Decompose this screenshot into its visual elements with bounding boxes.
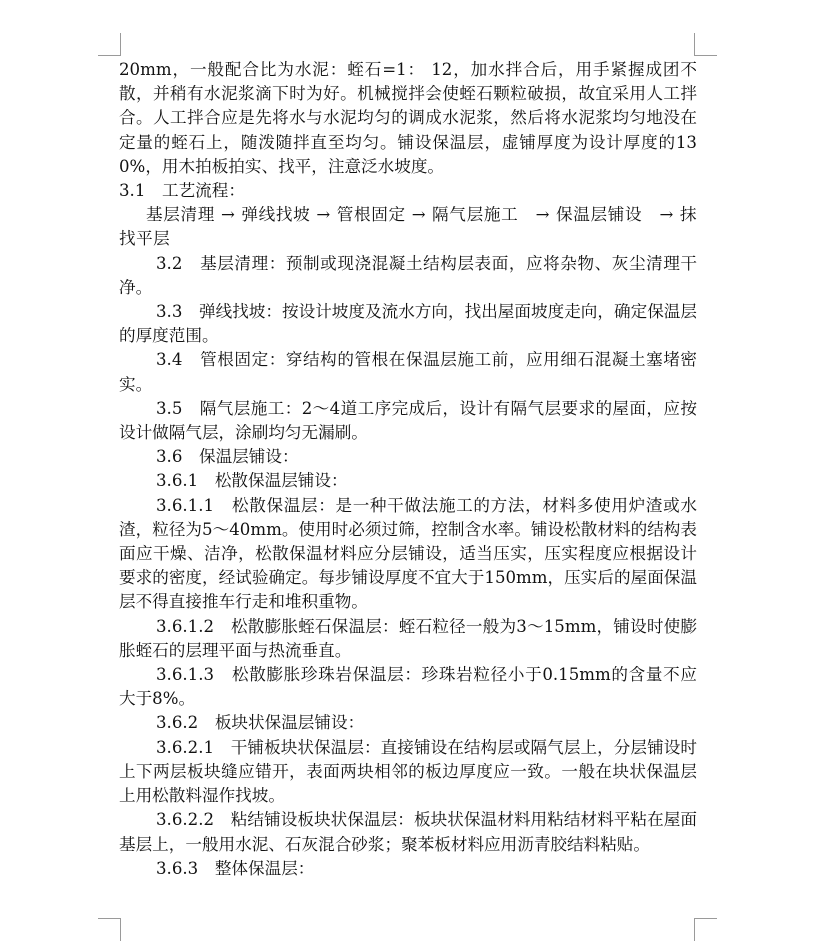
heading-3-6: 3.6 保温层铺设： bbox=[156, 447, 299, 467]
paragraph-3-3: 3.3 弹线找坡：按设计坡度及流水方向，找出屋面坡度走向，确定保温层的厚度范围。 bbox=[119, 302, 697, 346]
paragraph-3-6-1-2: 3.6.1.2 松散膨胀蛭石保温层：蛭石粒径一般为3～15mm，铺设时使膨胀蛭石的层理平面与热流垂直。 bbox=[119, 616, 697, 660]
paragraph-3-6-2-1: 3.6.2.1 干铺板块状保温层：直接铺设在结构层或隔气层上，分层铺设时上下两层板块缝应错开，表面两块相邻的板边厚度应一致。一般在块状保温层上用松散料湿作找坡。 bbox=[119, 737, 697, 806]
paragraph-3-5: 3.5 隔气层施工：2～4道工序完成后，设计有隔气层要求的屋面，应按设计做隔气层，涂刷均匀无漏刷。 bbox=[119, 398, 697, 443]
heading-3-6-2: 3.6.2 板块状保温层铺设： bbox=[156, 713, 365, 733]
page-corner-mark-top-left bbox=[98, 33, 121, 56]
process-flow-steps: 基层清理 → 弹线找坡 → 管根固定 → 隔气层施工 → 保温层铺设 → 抹找平层 bbox=[119, 205, 697, 249]
paragraph-3-2: 3.2 基层清理：预制或现浇混凝土结构层表面，应将杂物、灰尘清理干净。 bbox=[119, 253, 697, 297]
heading-3-1-process-flow: 3.1 工艺流程： bbox=[119, 181, 245, 201]
page-corner-mark-top-right bbox=[694, 33, 717, 56]
paragraph-3-4: 3.4 管根固定：穿结构的管根在保温层施工前，应用细石混凝土塞堵密实。 bbox=[119, 350, 697, 394]
paragraph-3-6-2-2: 3.6.2.2 粘结铺设板块状保温层：板块状保温材料用粘结材料平粘在屋面基层上，一般用水泥、石灰混合砂浆；聚苯板材料应用沥青胶结料粘贴。 bbox=[119, 810, 697, 854]
paragraph-3-6-1-1: 3.6.1.1 松散保温层：是一种干做法施工的方法，材料多使用炉渣或水渣，粒径为5～40mm。使用时必须过筛，控制含水率。铺设松散材料的结构表面应干燥、洁净，松散保温材料应分层铺设，适当压实，压实程度应根据设计要求的密度，经试验确定。每步铺设厚度不宜大于150mm，压实后的屋面保温层不得直接推车行走和堆积重物。 bbox=[119, 495, 697, 612]
document-page bbox=[119, 58, 697, 881]
page-corner-mark-bottom-left bbox=[98, 918, 121, 941]
paragraph-intro-continuation: 20mm，一般配合比为水泥：蛭石=1： 12，加水拌合后，用手紧握成团不散，并稍有水泥浆滴下时为好。机械搅拌会使蛭石颗粒破损，故宜采用人工拌合。人工拌合应是先将水与水泥均匀的调成水泥浆，然后将水泥浆均匀地没在定量的蛭石上，随泼随拌直至均匀。铺设保温层，虚铺厚度为设计厚度的130%，用木拍板拍实、找平，注意泛水坡度。 bbox=[119, 60, 697, 176]
heading-3-6-1: 3.6.1 松散保温层铺设： bbox=[156, 471, 348, 491]
page-corner-mark-bottom-right bbox=[694, 918, 717, 941]
paragraph-3-6-1-3: 3.6.1.3 松散膨胀珍珠岩保温层：珍珠岩粒径小于0.15mm的含量不应大于8%。 bbox=[119, 665, 697, 709]
heading-3-6-3: 3.6.3 整体保温层： bbox=[156, 858, 315, 878]
